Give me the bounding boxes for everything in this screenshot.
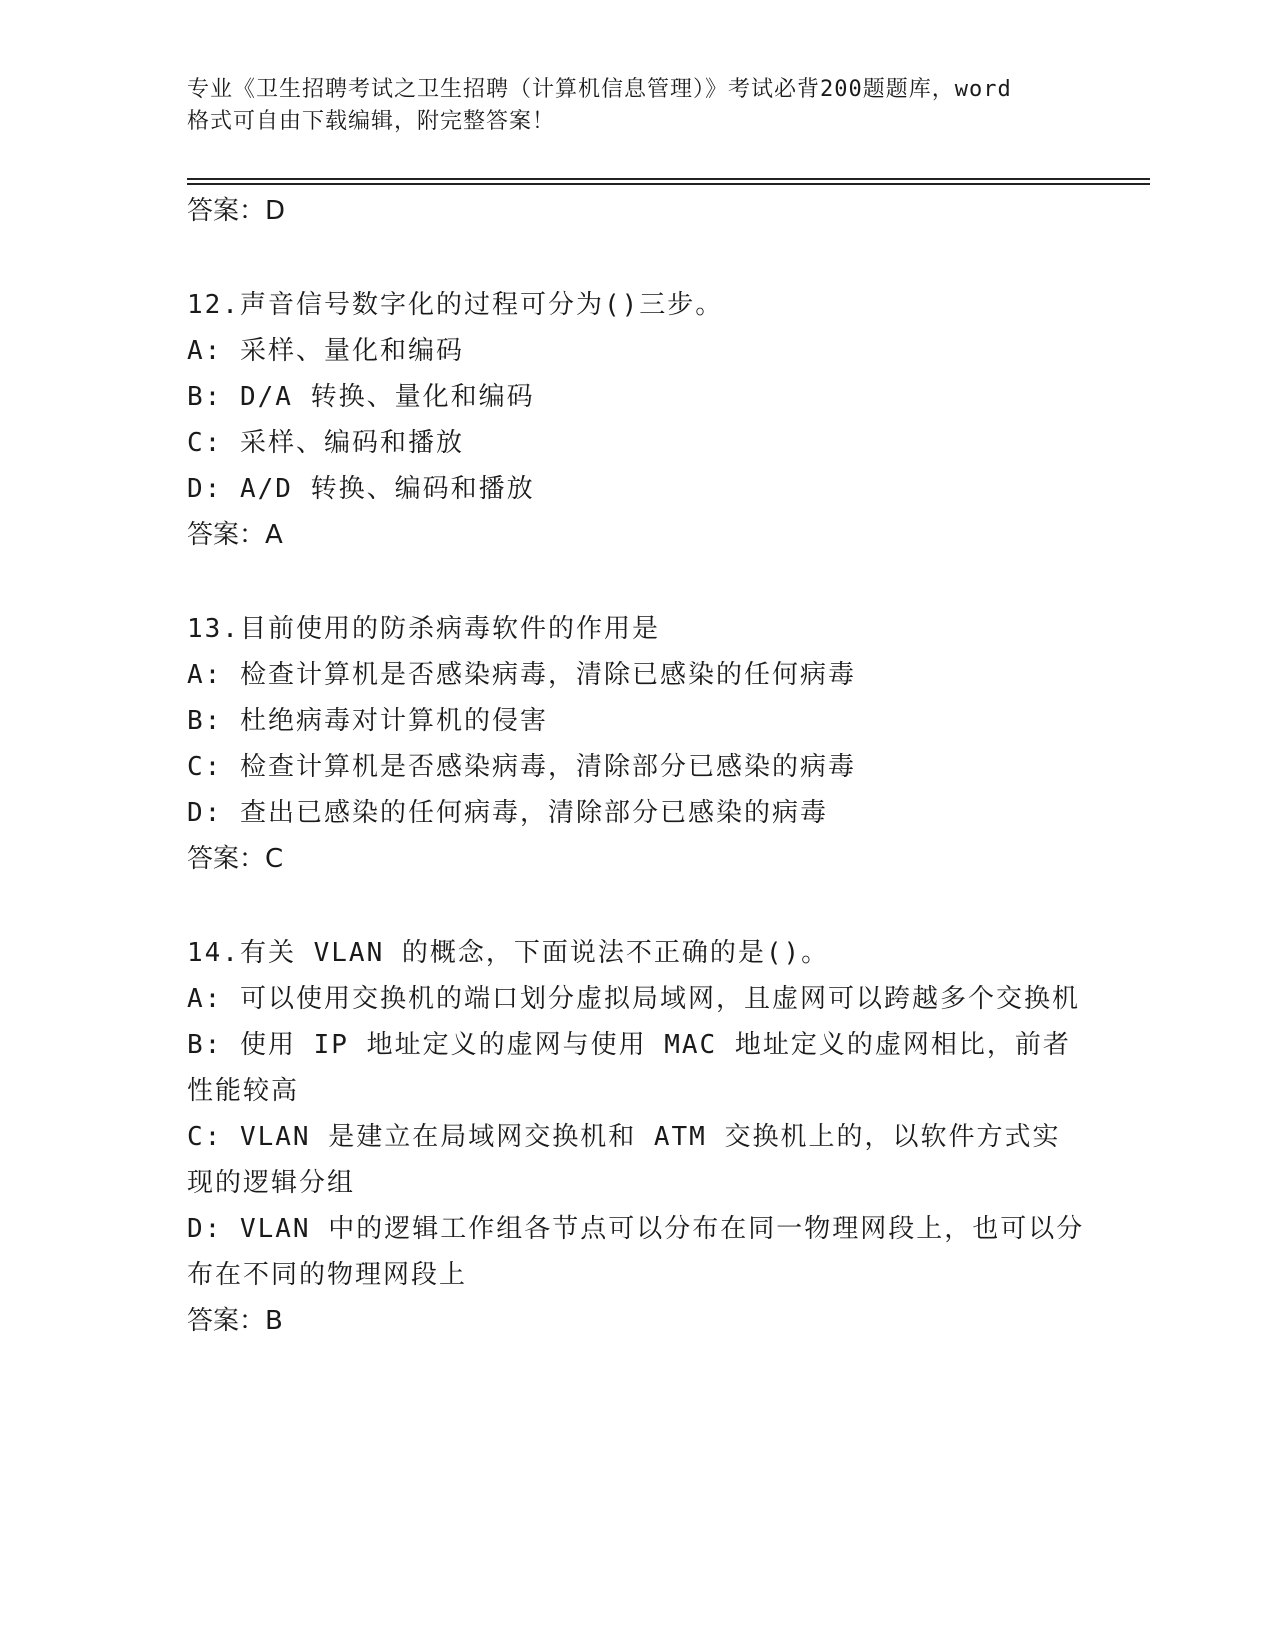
answer-label: 答案：	[187, 1306, 266, 1336]
option-a: A: 采样、量化和编码	[187, 336, 464, 366]
option-b: B: 使用 IP 地址定义的虚网与使用 MAC 地址定义的虚网相比，前者性能较高	[187, 1030, 1071, 1106]
question-text: 14.有关 VLAN 的概念，下面说法不正确的是()。	[187, 938, 830, 968]
answer-line	[187, 188, 1087, 234]
option-d: D: 查出已感染的任何病毒，清除部分已感染的病毒	[187, 798, 828, 828]
answer-line	[187, 512, 1087, 558]
answer-line	[187, 836, 1087, 882]
answer-label: 答案：	[187, 196, 266, 226]
question-text: 12.声音信号数字化的过程可分为()三步。	[187, 290, 724, 320]
option-a: A: 可以使用交换机的端口划分虚拟局域网，且虚网可以跨越多个交换机	[187, 984, 1080, 1014]
option-c: C: 检查计算机是否感染病毒，清除部分已感染的病毒	[187, 752, 856, 782]
option-c: C: 采样、编码和播放	[187, 428, 464, 458]
header-line-2: 格式可自由下载编辑，附完整答案！	[187, 109, 556, 134]
option-d: D: VLAN 中的逻辑工作组各节点可以分布在同一物理网段上，也可以分布在不同的物理网段上	[187, 1214, 1085, 1290]
answer-value: D	[265, 196, 286, 226]
header-line-1: 专业《卫生招聘考试之卫生招聘（计算机信息管理）》考试必背200题题库，word	[187, 77, 1012, 102]
document-header	[187, 74, 1087, 138]
question-text: 13.目前使用的防杀病毒软件的作用是	[187, 614, 660, 644]
option-b: B: 杜绝病毒对计算机的侵害	[187, 706, 548, 736]
option-b: B: D/A 转换、量化和编码	[187, 382, 535, 412]
question-item	[187, 282, 1087, 558]
answer-label: 答案：	[187, 520, 266, 550]
answer-value: C	[265, 844, 284, 874]
answer-value: A	[265, 520, 283, 550]
question-item	[187, 930, 1087, 1344]
answer-label: 答案：	[187, 844, 266, 874]
answer-line	[187, 1298, 1087, 1344]
header-rule-top	[187, 178, 1150, 180]
question-list	[187, 188, 1087, 1344]
option-d: D: A/D 转换、编码和播放	[187, 474, 535, 504]
option-c: C: VLAN 是建立在局域网交换机和 ATM 交换机上的，以软件方式实现的逻辑分组	[187, 1122, 1061, 1198]
option-a: A: 检查计算机是否感染病毒，清除已感染的任何病毒	[187, 660, 856, 690]
question-item	[187, 606, 1087, 882]
answer-value: B	[265, 1306, 283, 1336]
header-rule-bottom	[187, 183, 1150, 185]
